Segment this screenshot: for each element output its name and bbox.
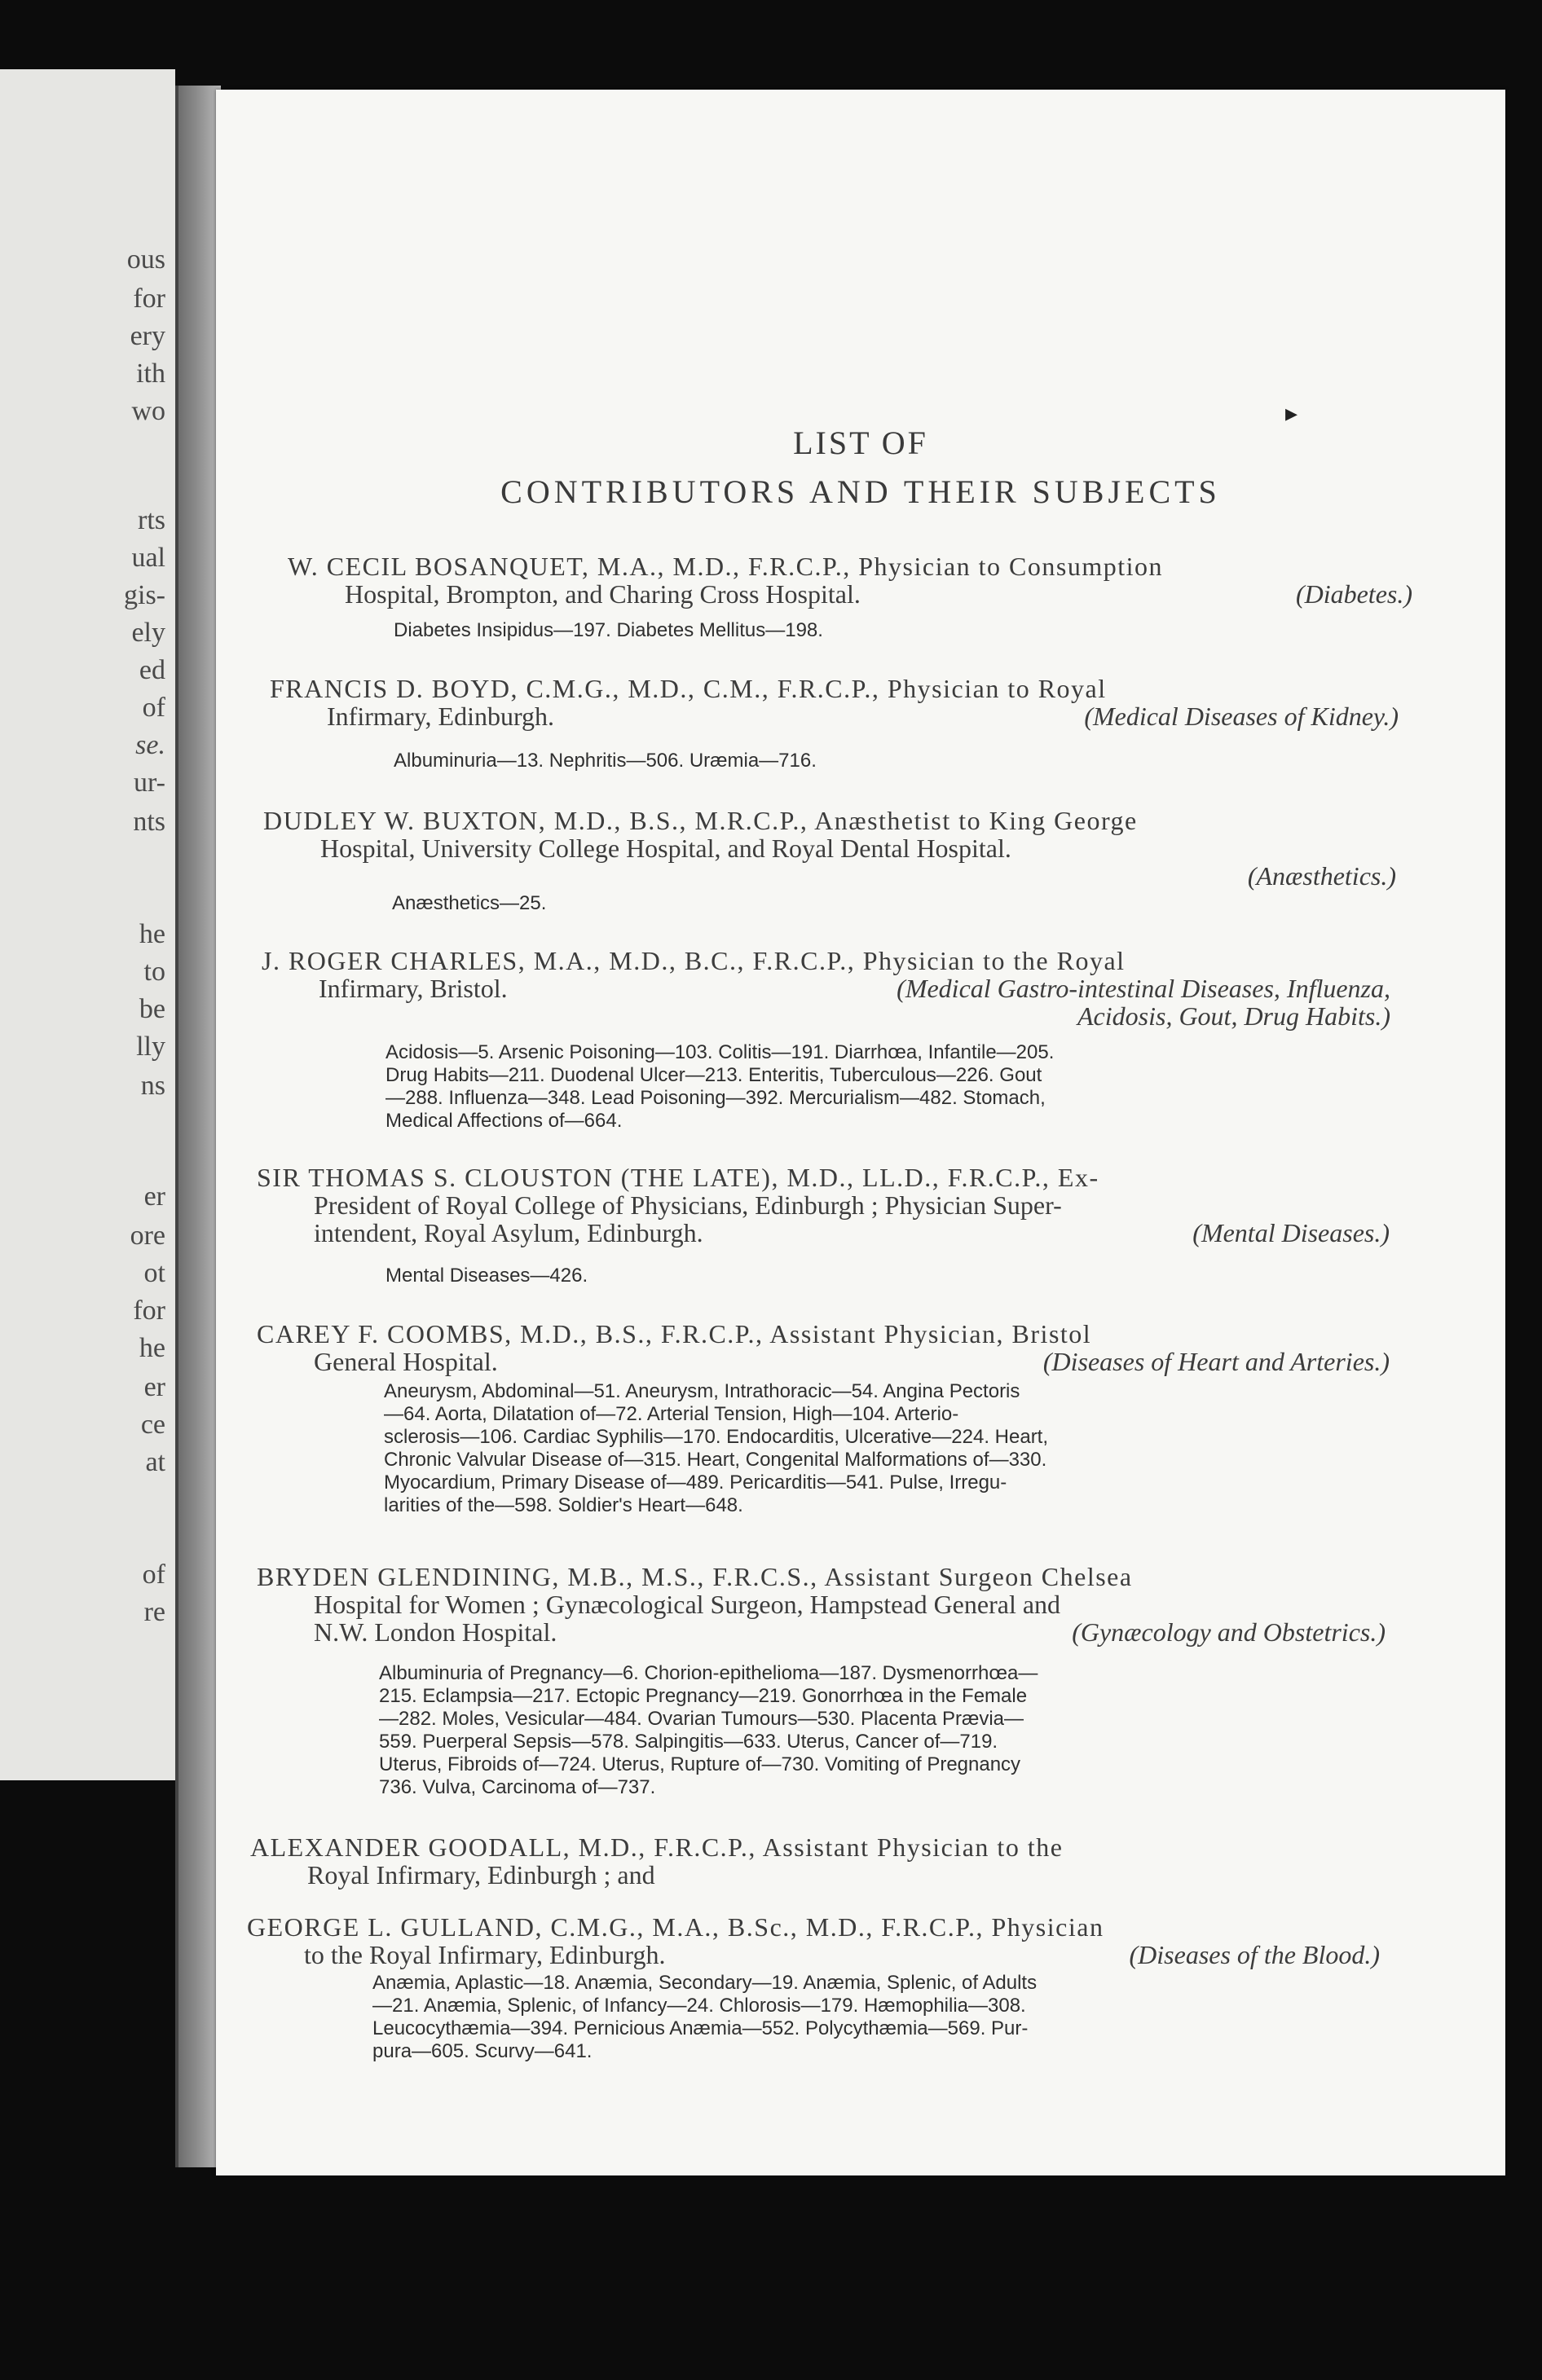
- facing-page-fragment: he: [139, 919, 165, 949]
- facing-page-fragment: ual: [131, 543, 165, 573]
- topic-line: —282. Moles, Vesicular—484. Ovarian Tumours—530. Placenta Prævia—: [379, 1708, 1024, 1730]
- contributor-desc-line: [257, 1618, 1386, 1646]
- topic-list: [386, 1265, 588, 1287]
- contributor-entry: [247, 1913, 1380, 1969]
- topic-line: Chronic Valvular Disease of—315. Heart, Congenital Malformations of—330.: [384, 1449, 1047, 1471]
- page-title-line1: LIST OF: [793, 425, 928, 461]
- contributor-affiliation: General Hospital.: [314, 1347, 498, 1376]
- topic-line: 736. Vulva, Carcinoma of—737.: [379, 1776, 656, 1798]
- contributor-desc-line: [257, 1219, 1390, 1247]
- facing-page-fragment: at: [145, 1447, 165, 1477]
- topic-line: Uterus, Fibroids of—724. Uterus, Rupture of—730. Vomiting of Pregnancy: [379, 1753, 1021, 1775]
- topic-line: —21. Anæmia, Splenic, of Infancy—24. Chlorosis—179. Hæmophilia—308.: [372, 1995, 1026, 2017]
- facing-page-fragment: to: [143, 957, 165, 987]
- facing-page-fragment: ot: [143, 1258, 165, 1288]
- topic-line: sclerosis—106. Cardiac Syphilis—170. Endocarditis, Ulcerative—224. Heart,: [384, 1426, 1049, 1448]
- book-gutter: [175, 86, 221, 2167]
- contributor-name-line: BRYDEN GLENDINING, M.B., M.S., F.R.C.S., Assistant Surgeon Chelsea: [257, 1562, 1133, 1591]
- facing-page-fragment: se.: [135, 730, 165, 760]
- topic-line: Mental Diseases—426.: [386, 1265, 588, 1287]
- contributor-desc-line: [247, 1941, 1380, 1969]
- contributor-affiliation: Infirmary, Bristol.: [319, 974, 508, 1003]
- topic-list: [394, 619, 823, 642]
- topic-line: 215. Eclampsia—217. Ectopic Pregnancy—219. Gonorrhœa in the Female: [379, 1685, 1028, 1707]
- book-page: [216, 90, 1505, 2175]
- facing-page-fragment: be: [139, 994, 165, 1024]
- contributor-entry: [257, 1164, 1390, 1247]
- facing-page-fragment: for: [133, 284, 165, 314]
- contributor-name-line: FRANCIS D. BOYD, C.M.G., M.D., C.M., F.R.C.P., Physician to Royal: [270, 674, 1107, 703]
- facing-page: [0, 69, 175, 1780]
- facing-page-fragment: ith: [136, 359, 165, 389]
- topic-line: Drug Habits—211. Duodenal Ulcer—213. Enteritis, Tuberculous—226. Gout: [386, 1064, 1042, 1086]
- contributor-name-line: J. ROGER CHARLES, M.A., M.D., B.C., F.R.C.P., Physician to the Royal: [262, 946, 1126, 975]
- topic-line: Acidosis—5. Arsenic Poisoning—103. Colitis—191. Diarrhœa, Infantile—205.: [386, 1041, 1055, 1063]
- contributor-affiliation: Hospital, University College Hospital, and Royal Dental Hospital.: [320, 834, 1011, 863]
- facing-page-fragment: ce: [140, 1410, 165, 1440]
- contributor-subject: (Mental Diseases.): [1192, 1218, 1390, 1247]
- topic-line: Anæmia, Aplastic—18. Anæmia, Secondary—19. Anæmia, Splenic, of Adults: [372, 1972, 1038, 1994]
- contributor-entry: [257, 1320, 1390, 1375]
- contributor-affiliation: Hospital for Women ; Gynæcological Surgeon, Hampstead General and: [314, 1590, 1061, 1619]
- contributor-desc-line: [270, 702, 1399, 730]
- contributor-affiliation: Hospital, Brompton, and Charing Cross Hospital.: [345, 579, 861, 609]
- facing-page-fragment: ely: [131, 618, 165, 648]
- topic-list: [392, 892, 546, 915]
- facing-page-fragment: of: [142, 1560, 165, 1590]
- facing-page-fragment: ous: [126, 244, 165, 275]
- contributor-entry: [257, 1563, 1386, 1646]
- contributor-subject: (Diseases of Heart and Arteries.): [1042, 1347, 1390, 1376]
- contributor-subject: (Medical Diseases of Kidney.): [1084, 702, 1399, 731]
- topic-line: Albuminuria—13. Nephritis—506. Uræmia—716.: [394, 750, 817, 772]
- page-mark: ▸: [1285, 400, 1298, 427]
- contributor-name-line: DUDLEY W. BUXTON, M.D., B.S., M.R.C.P., Anæsthetist to King George: [263, 806, 1138, 835]
- facing-page-fragment: ery: [130, 321, 165, 351]
- contributor-affiliation: Royal Infirmary, Edinburgh ; and: [307, 1860, 655, 1889]
- contributor-name-line: GEORGE L. GULLAND, C.M.G., M.A., B.Sc., M.D., F.R.C.P., Physician: [247, 1912, 1104, 1942]
- contributor-name-line: SIR THOMAS S. CLOUSTON (THE LATE), M.D., LL.D., F.R.C.P., Ex-: [257, 1163, 1099, 1192]
- topic-list: [384, 1380, 1048, 1517]
- facing-page-fragment: of: [142, 693, 165, 723]
- contributor-desc-line: [288, 580, 1412, 608]
- facing-page-fragment: ns: [140, 1071, 165, 1101]
- facing-page-fragment: re: [143, 1597, 165, 1627]
- topic-line: Medical Affections of—664.: [386, 1110, 623, 1132]
- contributor-subject: (Anæsthetics.): [1247, 861, 1396, 891]
- facing-page-fragment: nts: [133, 807, 165, 837]
- facing-page-fragment: gis-: [124, 580, 165, 610]
- topic-line: 559. Puerperal Sepsis—578. Salpingitis—633. Uterus, Cancer of—719.: [379, 1731, 998, 1753]
- topic-line: Anæsthetics—25.: [392, 892, 547, 914]
- contributor-subject: (Gynæcology and Obstetrics.): [1072, 1617, 1386, 1647]
- facing-page-fragment: ore: [130, 1221, 165, 1251]
- contributor-entry: [270, 675, 1399, 730]
- facing-page-fragment: he: [139, 1333, 165, 1363]
- contributor-affiliation: President of Royal College of Physicians, Edinburgh ; Physician Super-: [314, 1190, 1062, 1220]
- contributor-affiliation: N.W. London Hospital.: [314, 1617, 557, 1647]
- facing-page-fragment: lly: [136, 1032, 165, 1062]
- facing-page-fragment: er: [143, 1372, 165, 1402]
- topic-list: [394, 750, 817, 772]
- contributor-entry: [250, 1833, 1383, 1889]
- gutter-edge: [175, 86, 178, 2167]
- contributor-subject: (Diabetes.): [1295, 579, 1412, 609]
- contributor-name-line: CAREY F. COOMBS, M.D., B.S., F.R.C.P., Assistant Physician, Bristol: [257, 1319, 1092, 1348]
- contributor-entry: [263, 807, 1396, 890]
- topic-line: Aneurysm, Abdominal—51. Aneurysm, Intrathoracic—54. Angina Pectoris: [384, 1380, 1020, 1402]
- facing-page-fragment: wo: [131, 396, 165, 426]
- topic-line: —288. Influenza—348. Lead Poisoning—392. Mercurialism—482. Stomach,: [386, 1087, 1046, 1109]
- topic-list: [379, 1662, 1038, 1799]
- contributor-name-line: W. CECIL BOSANQUET, M.A., M.D., F.R.C.P., Physician to Consumption: [288, 552, 1164, 581]
- contributor-desc-line: [257, 1348, 1390, 1375]
- contributor-name-line: ALEXANDER GOODALL, M.D., F.R.C.P., Assistant Physician to the: [250, 1832, 1064, 1862]
- topic-line: —64. Aorta, Dilatation of—72. Arterial Tension, High—104. Arterio-: [384, 1403, 959, 1425]
- facing-page-fragment: for: [133, 1296, 165, 1326]
- topic-line: Albuminuria of Pregnancy—6. Chorion-epithelioma—187. Dysmenorrhœa—: [379, 1662, 1038, 1684]
- contributor-affiliation: to the Royal Infirmary, Edinburgh.: [304, 1940, 666, 1969]
- facing-page-fragment: rts: [138, 505, 165, 535]
- topic-list: [372, 1972, 1037, 2063]
- contributor-entry: [288, 552, 1412, 608]
- contributor-subject-cont: Acidosis, Gout, Drug Habits.): [1077, 1001, 1390, 1031]
- topic-line: pura—605. Scurvy—641.: [372, 2040, 593, 2062]
- contributor-entry: [262, 947, 1390, 1030]
- page-title-line2: CONTRIBUTORS AND THEIR SUBJECTS: [500, 473, 1221, 510]
- contributor-subject: (Medical Gastro-intestinal Diseases, Influenza,: [897, 974, 1390, 1003]
- contributor-affiliation: intendent, Royal Asylum, Edinburgh.: [314, 1218, 703, 1247]
- facing-page-fragment: er: [143, 1181, 165, 1212]
- facing-page-fragment: ur-: [134, 768, 165, 798]
- contributor-subject: (Diseases of the Blood.): [1129, 1940, 1380, 1969]
- topic-line: Diabetes Insipidus—197. Diabetes Mellitus—198.: [394, 619, 823, 641]
- topic-line: Myocardium, Primary Disease of—489. Pericarditis—541. Pulse, Irregu-: [384, 1472, 1007, 1494]
- facing-page-fragment: ed: [139, 655, 165, 685]
- contributor-desc-line: [262, 974, 1390, 1002]
- topic-line: larities of the—598. Soldier's Heart—648.: [384, 1494, 743, 1516]
- contributor-affiliation: Infirmary, Edinburgh.: [327, 702, 555, 731]
- topic-list: [386, 1041, 1054, 1133]
- topic-line: Leucocythæmia—394. Pernicious Anæmia—552. Polycythæmia—569. Pur-: [372, 2017, 1029, 2039]
